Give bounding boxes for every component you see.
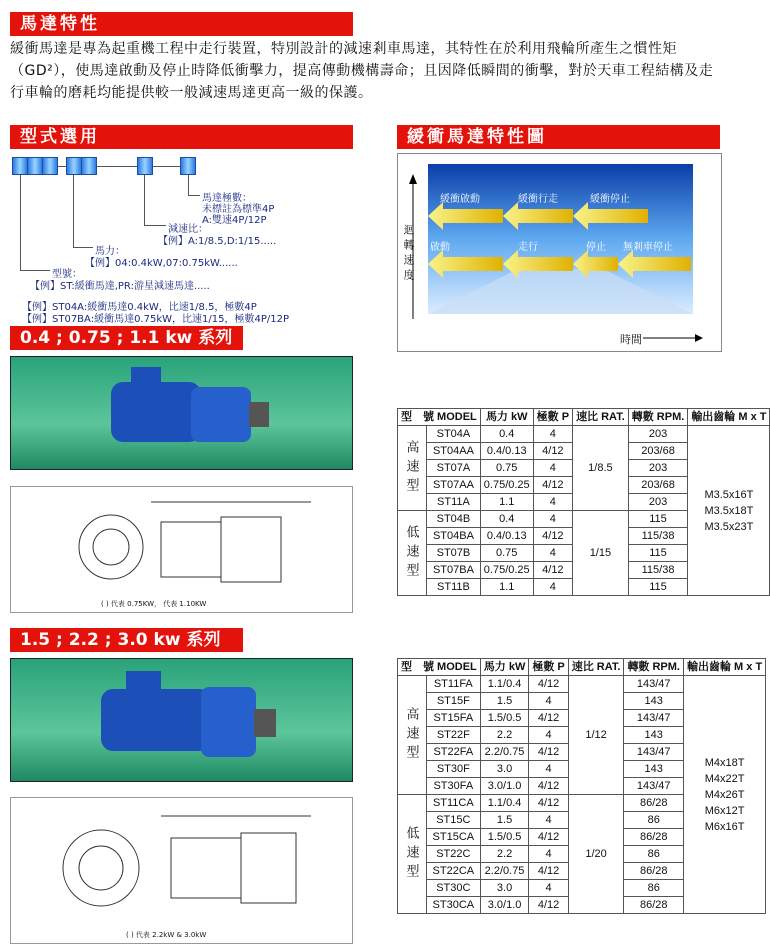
cell-ratio: 1/20 <box>568 795 624 914</box>
table-row: ST15F 1.5 4 143 <box>398 693 766 710</box>
table-row: 低速型 ST04B 0.4 4 1/15 115 <box>398 511 770 528</box>
series2-dimension-drawing <box>10 797 353 944</box>
chart-label-buffered-stop: 緩衝停止 <box>590 194 630 205</box>
type-label: 型號： <box>52 269 82 280</box>
features-paragraph: 緩衝馬達是專為起重機工程中走行裝置，特別設計的減速剎車馬達，其特性在於利用飛輪所產生之慣性矩（GD²），使馬達啟動及停止時降低衝擊力，提高傳動機構壽命；且因降低瞬間的衝擊，對於天車工程結構及走行車輪的磨耗均能提供較一般減速馬達更高一級的保護。 <box>10 41 714 101</box>
chart-x-label: 時間 <box>620 333 642 346</box>
chart-y-label: 迴轉速度 <box>402 224 415 284</box>
type-example: 【例】ST:緩衝馬達,PR:游星減速馬達..... <box>30 281 210 292</box>
series1-title: 0.4 ; 0.75 ; 1.1 kw 系列 <box>10 326 243 350</box>
table-row: ST15C 1.5 4 86 <box>398 812 766 829</box>
group-label: 高速型 <box>398 426 427 511</box>
group-label: 低速型 <box>398 795 427 914</box>
example-1: 【例】ST04A:緩衝馬達0.4kW，比速1/8.5，極數4P <box>22 302 257 313</box>
series1-motor-photo <box>10 356 353 470</box>
table-row: ST07A 0.75 4 203 <box>398 460 770 477</box>
header-gear: 輸出齒輪 M x T <box>684 659 766 676</box>
chart-label-buffered-run: 緩衝行走 <box>518 194 558 205</box>
cell-model: ST04A <box>427 426 481 443</box>
poles-label: 馬達極數： <box>202 193 252 204</box>
series2-motor-photo <box>10 658 353 782</box>
chart-label-start: 啟動 <box>430 242 450 253</box>
table-row: ST30FA 3.0/1.0 4/12 143/47 <box>398 778 766 795</box>
header-rpm: 轉數 RPM. <box>628 409 688 426</box>
series2-drawing-caption: ( ) 代表 2.2kW & 3.0kW <box>126 931 207 939</box>
table-row: ST07B 0.75 4 115 <box>398 545 770 562</box>
table-row: ST22CA 2.2/0.75 4/12 86/28 <box>398 863 766 880</box>
section-title-model-selection: 型式選用 <box>10 125 353 149</box>
table-row: ST15CA 1.5/0.5 4/12 86/28 <box>398 829 766 846</box>
header-poles: 極數 P <box>533 409 572 426</box>
table-row: ST11B 1.1 4 115 <box>398 579 770 596</box>
table-row: ST22C 2.2 4 86 <box>398 846 766 863</box>
header-model: 型 號 MODEL <box>398 659 481 676</box>
poles-option-2: A:雙速4P/12P <box>202 215 267 226</box>
header-model: 型 號 MODEL <box>398 409 481 426</box>
series1-drawing-caption: ( ) 代表 0.75KW， 代表 1.10KW <box>101 600 207 608</box>
cell-rpm: 203 <box>628 426 688 443</box>
table-row: ST07BA 0.75/0.25 4/12 115/38 <box>398 562 770 579</box>
table-row: 高速型 ST11FA 1.1/0.4 4/12 1/12 143/47 M4x18T M4x22T M4x26T M6x12T M6x16T <box>398 676 766 693</box>
chart-label-buffered-start: 緩衝啟動 <box>440 194 480 205</box>
header-ratio: 速比 RAT. <box>568 659 624 676</box>
series1-dimension-drawing <box>10 486 353 613</box>
chart-label-stop: 停止 <box>586 242 606 253</box>
group-label: 低速型 <box>398 511 427 596</box>
power-label: 馬力： <box>95 246 125 257</box>
table-row: ST30C 3.0 4 86 <box>398 880 766 897</box>
header-power: 馬力 kW <box>480 659 529 676</box>
header-power: 馬力 kW <box>480 409 533 426</box>
section-title-characteristic-chart: 緩衝馬達特性圖 <box>397 125 720 149</box>
cell-ratio: 1/15 <box>573 511 629 596</box>
poles-option-1: 未標註為標準4P <box>202 204 275 215</box>
table-row: ST04AA 0.4/0.13 4/12 203/68 <box>398 443 770 460</box>
ratio-example: 【例】A:1/8.5,D:1/15..... <box>158 236 277 247</box>
table-row <box>398 426 770 443</box>
ratio-label: 減速比： <box>168 224 208 235</box>
table-row: 低速型 ST11CA 1.1/0.4 4/12 1/20 86/28 <box>398 795 766 812</box>
section-title-features: 馬達特性 <box>10 12 353 36</box>
table-row: ST22FA 2.2/0.75 4/12 143/47 <box>398 744 766 761</box>
header-gear: 輸出齒輪 M x T <box>688 409 770 426</box>
cell-gear: M4x18T M4x22T M4x26T M6x12T M6x16T <box>684 676 766 914</box>
example-2: 【例】ST07BA:緩衝馬達0.75kW，比速1/15，極數4P/12P <box>22 314 289 325</box>
table-row: ST07AA 0.75/0.25 4/12 203/68 <box>398 477 770 494</box>
header-poles: 極數 P <box>529 659 568 676</box>
table-row: ST04BA 0.4/0.13 4/12 115/38 <box>398 528 770 545</box>
header-rpm: 轉數 RPM. <box>624 659 684 676</box>
table-row: ST11A 1.1 4 203 <box>398 494 770 511</box>
table-row: ST15FA 1.5/0.5 4/12 143/47 <box>398 710 766 727</box>
table-row: ST30CA 3.0/1.0 4/12 86/28 <box>398 897 766 914</box>
series2-spec-table <box>397 658 766 914</box>
table-row: ST30F 3.0 4 143 <box>398 761 766 778</box>
header-ratio: 速比 RAT. <box>573 409 629 426</box>
characteristic-chart <box>397 153 722 352</box>
cell-gear: M3.5x16T M3.5x18T M3.5x23T <box>688 426 770 596</box>
cell-p: 4 <box>533 426 572 443</box>
group-label: 高速型 <box>398 676 427 795</box>
cell-ratio: 1/8.5 <box>573 426 629 511</box>
chart-label-run: 走行 <box>518 242 538 253</box>
cell-ratio: 1/12 <box>568 676 624 795</box>
series2-title: 1.5 ; 2.2 ; 3.0 kw 系列 <box>10 628 243 652</box>
cell-kw: 0.4 <box>480 426 533 443</box>
series1-spec-table <box>397 408 770 596</box>
chart-label-no-brake-stop: 無剎車停止 <box>623 242 673 253</box>
table-row: ST22F 2.2 4 143 <box>398 727 766 744</box>
power-example: 【例】04:0.4kW,07:0.75kW...... <box>85 258 238 269</box>
